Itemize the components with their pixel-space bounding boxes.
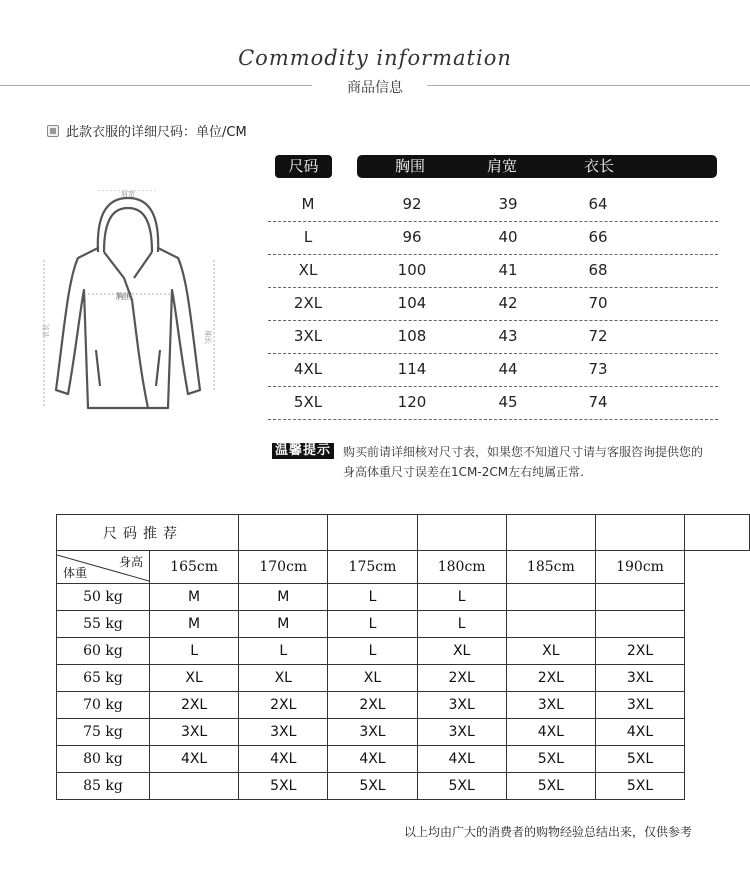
footer-note: 以上均由广大的消费者的购物经验总结出来，仅供参考 <box>403 825 692 839</box>
recommend-row <box>57 584 750 611</box>
recommend-size-cell: 2XL <box>417 665 506 692</box>
length-cell: 73 <box>588 360 608 378</box>
recommend-size-cell: L <box>150 638 239 665</box>
recommend-size-cell <box>595 584 684 611</box>
recommend-size-cell: 4XL <box>150 746 239 773</box>
size-cell: 5XL <box>293 393 323 411</box>
size-cell: L <box>303 228 313 246</box>
size-row <box>268 221 718 255</box>
shoulder-cell: 44 <box>498 360 518 378</box>
size-cell: M <box>301 195 315 213</box>
size-row <box>268 287 718 321</box>
header-length: 衣长 <box>584 157 615 175</box>
recommend-size-cell: 4XL <box>239 746 328 773</box>
tip-line-2: 身高体重尺寸误差在1CM-2CM左右纯属正常. <box>343 465 584 479</box>
chest-cell: 114 <box>397 360 427 378</box>
recommend-size-cell: XL <box>417 638 506 665</box>
recommend-size-cell: L <box>239 638 328 665</box>
recommend-size-cell: M <box>150 611 239 638</box>
recommend-row <box>57 746 750 773</box>
header-title: Commodity information <box>238 46 512 70</box>
weight-cell: 55 kg <box>57 611 150 638</box>
recommend-size-cell <box>150 773 239 800</box>
size-header: 尺码 <box>275 155 332 178</box>
recommend-size-cell: 3XL <box>506 692 595 719</box>
recommend-size-cell: 5XL <box>595 773 684 800</box>
recommend-size-cell: L <box>417 611 506 638</box>
height-190: 190cm <box>595 551 684 584</box>
recommend-size-cell: 2XL <box>328 692 417 719</box>
recommend-size-cell: 2XL <box>150 692 239 719</box>
weight-cell: 75 kg <box>57 719 150 746</box>
recommend-size-cell: 5XL <box>417 773 506 800</box>
recommend-row <box>57 665 750 692</box>
recommend-size-cell: 3XL <box>417 719 506 746</box>
weight-label: 体重 <box>63 566 88 580</box>
recommend-row <box>57 719 750 746</box>
tip-badge: 温馨提示 <box>272 443 334 459</box>
recommend-size-cell: 5XL <box>328 773 417 800</box>
header-shoulder: 肩宽 <box>487 157 518 175</box>
recommend-size-cell: 3XL <box>417 692 506 719</box>
chest-cell: 100 <box>397 261 427 279</box>
recommend-size-cell: L <box>417 584 506 611</box>
recommend-row <box>57 773 750 800</box>
length-cell: 66 <box>588 228 608 246</box>
recommend-title: 尺码推荐 <box>57 515 239 551</box>
length-cell: 74 <box>588 393 608 411</box>
shoulder-cell: 40 <box>498 228 518 246</box>
length-cell: 72 <box>588 327 608 345</box>
size-row <box>268 188 718 222</box>
shoulder-cell: 42 <box>498 294 518 312</box>
length-cell: 64 <box>588 195 608 213</box>
shoulder-cell: 43 <box>498 327 518 345</box>
note-icon <box>47 125 59 137</box>
recommend-size-cell: L <box>328 611 417 638</box>
chest-cell: 108 <box>397 327 427 345</box>
shoulder-cell: 39 <box>498 195 518 213</box>
recommend-size-cell: 5XL <box>506 746 595 773</box>
size-row <box>268 386 718 420</box>
recommend-size-cell: XL <box>239 665 328 692</box>
weight-cell: 85 kg <box>57 773 150 800</box>
height-180: 180cm <box>417 551 506 584</box>
recommend-table <box>56 514 750 800</box>
weight-cell: 65 kg <box>57 665 150 692</box>
header-subtitle: 商品信息 <box>347 80 403 96</box>
size-cell: XL <box>298 261 318 279</box>
recommend-size-cell: M <box>239 611 328 638</box>
header-chest: 胸围 <box>395 157 426 175</box>
weight-cell: 50 kg <box>57 584 150 611</box>
jacket-diagram <box>38 190 228 420</box>
recommend-size-cell: XL <box>328 665 417 692</box>
size-row <box>268 254 718 288</box>
recommend-size-cell: 2XL <box>595 638 684 665</box>
chest-cell: 96 <box>402 228 422 246</box>
recommend-row <box>57 638 750 665</box>
recommend-size-cell: M <box>150 584 239 611</box>
recommend-size-cell: 3XL <box>328 719 417 746</box>
chest-cell: 120 <box>397 393 427 411</box>
height-185: 185cm <box>506 551 595 584</box>
weight-cell: 70 kg <box>57 692 150 719</box>
height-header-row <box>57 551 750 584</box>
label-shoulder: 肩宽 <box>121 190 135 198</box>
recommend-size-cell: 3XL <box>239 719 328 746</box>
recommend-size-cell: L <box>328 584 417 611</box>
recommend-size-cell: 4XL <box>506 719 595 746</box>
recommend-size-cell <box>595 611 684 638</box>
recommend-size-cell: 5XL <box>506 773 595 800</box>
recommend-size-cell: 3XL <box>150 719 239 746</box>
diagonal-header-cell <box>57 551 150 584</box>
recommend-row <box>57 611 750 638</box>
recommend-size-cell: 3XL <box>595 692 684 719</box>
recommend-size-cell: L <box>328 638 417 665</box>
label-chest: 胸围 <box>116 292 132 301</box>
recommend-size-cell: XL <box>506 638 595 665</box>
recommend-size-cell: 2XL <box>506 665 595 692</box>
recommend-size-cell <box>506 584 595 611</box>
height-label: 身高 <box>118 555 143 569</box>
weight-cell: 60 kg <box>57 638 150 665</box>
recommend-size-cell <box>506 611 595 638</box>
length-cell: 68 <box>588 261 608 279</box>
label-length: 衣长 <box>42 324 50 338</box>
recommend-row <box>57 692 750 719</box>
size-cell: 2XL <box>293 294 323 312</box>
recommend-size-cell: 2XL <box>239 692 328 719</box>
length-cell: 70 <box>588 294 608 312</box>
tip-line-1: 购买前请详细核对尺寸表，如果您不知道尺寸请与客服咨询提供您的 <box>343 445 704 459</box>
size-cell: 3XL <box>293 327 323 345</box>
size-note-text: 此款衣服的详细尺码：单位/CM <box>66 125 247 140</box>
recommend-size-cell: XL <box>150 665 239 692</box>
recommend-body <box>57 584 750 800</box>
label-sleeve: 袖长 <box>204 330 212 344</box>
size-cell: 4XL <box>293 360 323 378</box>
size-row <box>268 320 718 354</box>
weight-cell: 80 kg <box>57 746 150 773</box>
recommend-size-cell: 4XL <box>417 746 506 773</box>
recommend-size-cell: 4XL <box>328 746 417 773</box>
recommend-size-cell: 4XL <box>595 719 684 746</box>
recommend-size-cell: 5XL <box>239 773 328 800</box>
height-165: 165cm <box>150 551 239 584</box>
height-170: 170cm <box>239 551 328 584</box>
chest-cell: 104 <box>397 294 427 312</box>
recommend-size-cell: 3XL <box>595 665 684 692</box>
size-note <box>47 121 247 140</box>
recommend-size-cell: 5XL <box>595 746 684 773</box>
height-175: 175cm <box>328 551 417 584</box>
recommend-size-cell: M <box>239 584 328 611</box>
chest-cell: 92 <box>402 195 422 213</box>
shoulder-cell: 41 <box>498 261 518 279</box>
shoulder-cell: 45 <box>498 393 518 411</box>
size-row <box>268 353 718 387</box>
